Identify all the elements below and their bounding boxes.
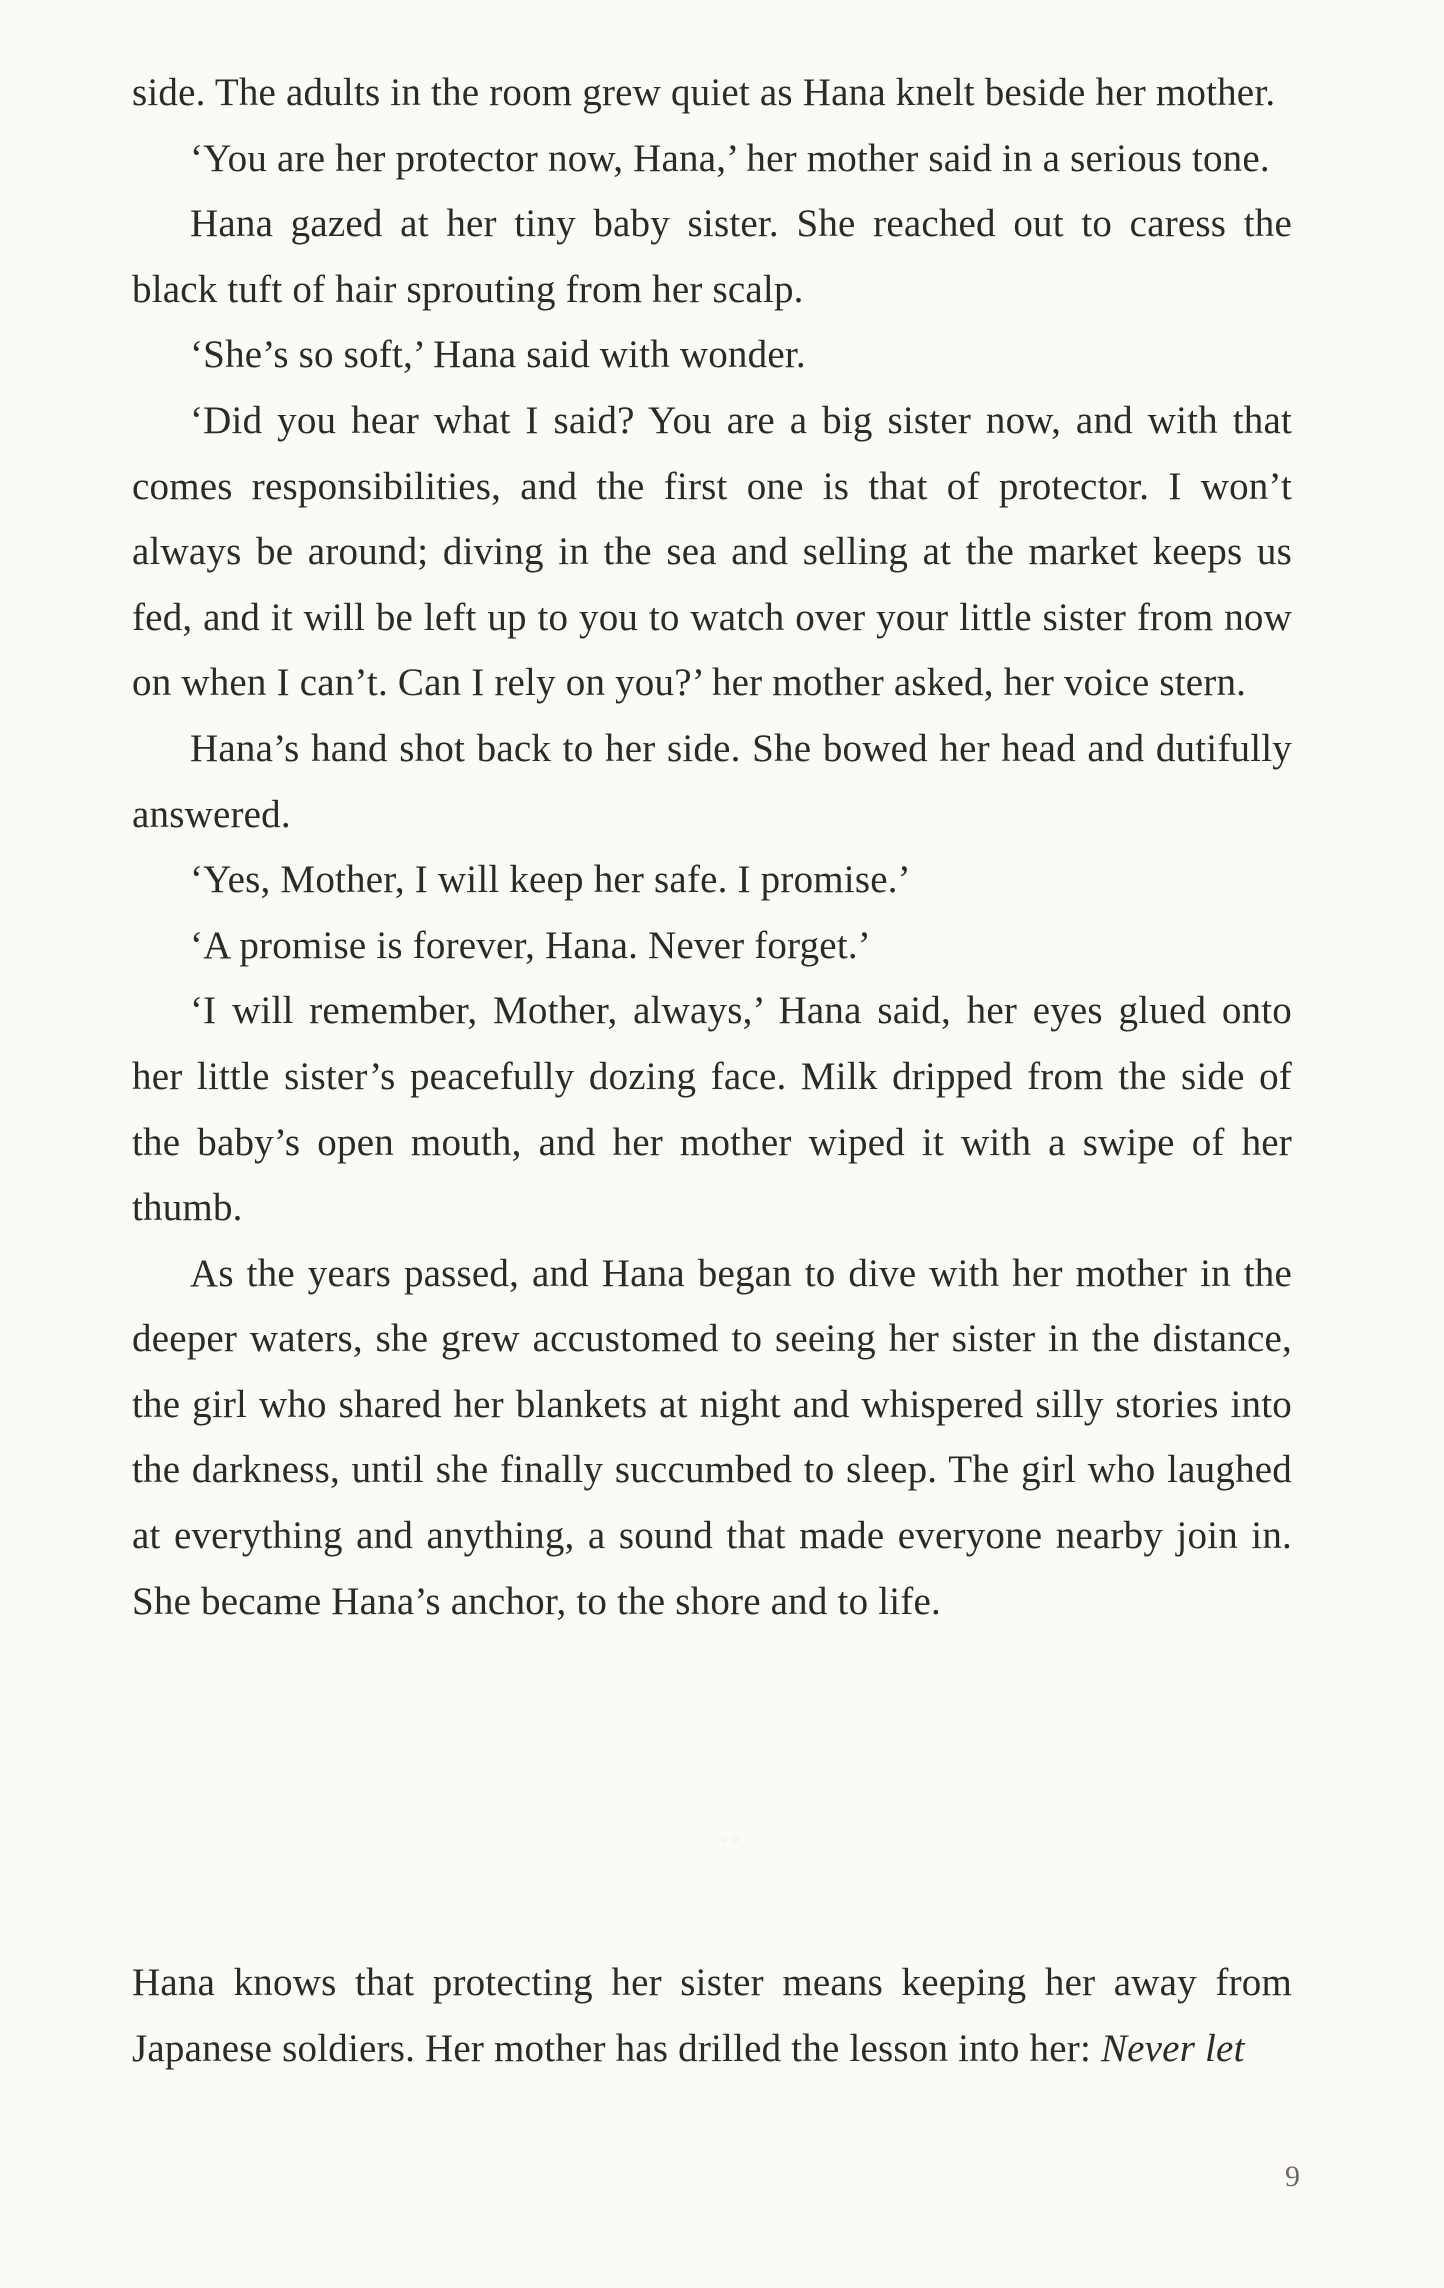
paragraph: ‘I will remember, Mother, always,’ Hana said, her eyes glued onto her little sister’s peacefully dozing face. Milk dripped from the side of the baby’s open mouth, and her mother wiped it with a swipe of her thumb.: [132, 989, 1292, 1230]
paragraph: Hana’s hand shot back to her side. She bowed her head and dutifully answered.: [132, 726, 1292, 836]
paragraph: ‘Did you hear what I said? You are a big sister now, and with that comes responsibilities, and the first one is that of protector. I won’t always be around; diving in the sea and selling at the market keeps us fed, and it will be left up to you to watch over your little sister from now on when I can’t. Can I rely on you?’ her mother asked, her voice stern.: [132, 398, 1292, 705]
paragraph: Hana gazed at her tiny baby sister. She reached out to caress the black tuft of hair sprouting from her scalp.: [132, 202, 1292, 311]
main-text-block: [132, 60, 1292, 1634]
paragraph: side. The adults in the room grew quiet as Hana knelt beside her mother.: [132, 71, 1276, 114]
scene-break-ornament: ◦◦: [719, 1830, 741, 1851]
paragraph: [132, 1950, 1292, 2081]
italic-text: Never let: [1100, 2026, 1245, 2070]
page-number: 9: [1285, 2160, 1300, 2193]
paragraph-text: Hana knows that protecting her sister means keeping her away from Japanese soldiers. Her mother has drilled the lesson into her:: [132, 1961, 1292, 2070]
paragraph: ‘Yes, Mother, I will keep her safe. I promise.’: [190, 858, 911, 902]
second-text-block: [132, 1950, 1292, 2081]
paragraph: ‘A promise is forever, Hana. Never forget.’: [190, 923, 871, 967]
paragraph: ‘You are her protector now, Hana,’ her mother said in a serious tone.: [190, 136, 1270, 180]
paragraph: ‘She’s so soft,’ Hana said with wonder.: [190, 333, 806, 377]
paragraph: As the years passed, and Hana began to dive with her mother in the deeper waters, she grew accustomed to seeing her sister in the distance, the girl who shared her blankets at night and whispered silly stories into the darkness, until she finally succumbed to sleep. The girl who laughed at everything and anything, a sound that made everyone nearby join in. She became Hana’s anchor, to the shore and to life.: [132, 1251, 1292, 1623]
